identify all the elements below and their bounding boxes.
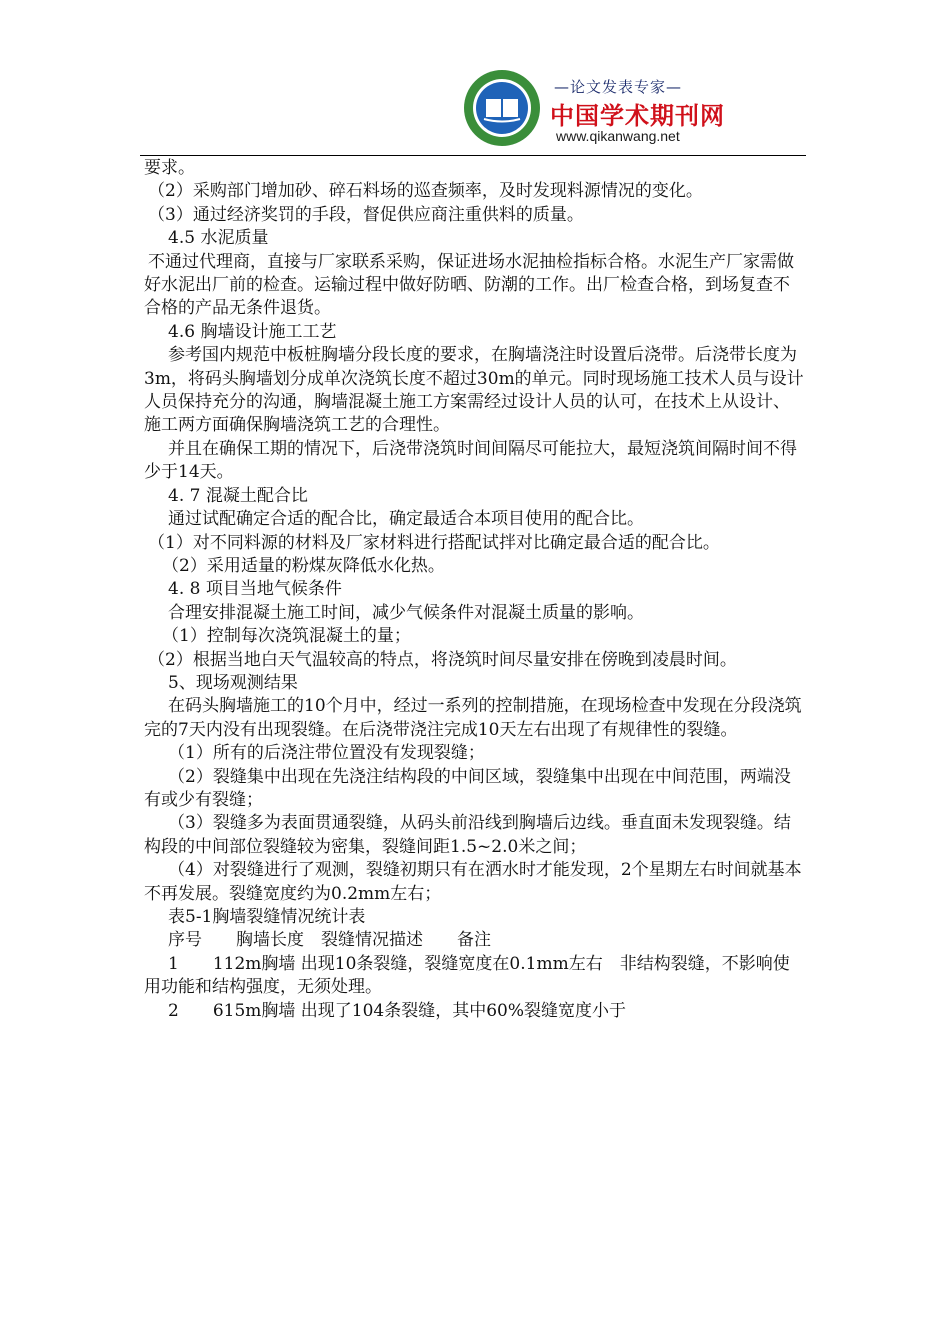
publisher-logo (462, 68, 725, 152)
paragraph: （2）裂缝集中出现在先浇注结构段的中间区域，裂缝集中出现在中间范围，两端没有或少有裂缝； (144, 766, 791, 810)
paragraph: 并且在确保工期的情况下，后浇带浇筑时间间隔尽可能拉大，最短浇筑间隔时间不得少于14天。 (144, 438, 797, 483)
paragraph: （2）根据当地白天气温较高的特点，将浇筑时间尽量安排在傍晚到凌晨时间。 (148, 649, 737, 670)
page-header (0, 0, 950, 158)
paragraph: （2）采购部门增加砂、碎石料场的巡查频率，及时发现料源情况的变化。 (148, 181, 703, 202)
header-rule (140, 155, 806, 156)
paragraph: （1）控制每次浇筑混凝土的量； (162, 626, 411, 647)
paragraph: 合理安排混凝土施工时间，减少气候条件对混凝土质量的影响。 (168, 602, 644, 623)
table-header: 序号 胸墙长度 裂缝情况描述 备注 (168, 930, 491, 951)
section-heading: 4. 7 混凝土配合比 (168, 485, 308, 506)
publisher-brand: 中国学术期刊网 (550, 102, 725, 130)
paragraph: 在码头胸墙施工的10个月中，经过一系列的控制措施，在现场检查中发现在分段浇筑完的7天内没有出现裂缝。在后浇带浇注完成10天左右出现了有规律性的裂缝。 (144, 696, 802, 740)
paragraph: （1）对不同料源的材料及厂家材料进行搭配试拌对比确定最合适的配合比。 (148, 532, 720, 553)
section-heading: 4.6 胸墙设计施工工艺 (168, 321, 337, 342)
document-body (144, 157, 804, 1023)
table-caption: 表5-1胸墙裂缝情况统计表 (168, 907, 366, 927)
paragraph: （1）所有的后浇注带位置没有发现裂缝； (168, 743, 485, 764)
paragraph: （4）对裂缝进行了观测，裂缝初期只有在洒水时才能发现，2个星期左右时间就基本不再发展。裂缝宽度约为0.2mm左右； (144, 860, 802, 904)
publisher-slogan: —论文发表专家— (554, 78, 683, 96)
paragraph: 参考国内规范中板桩胸墙分段长度的要求，在胸墙浇注时设置后浇带。后浇带长度为3m，将码头胸墙划分成单次浇筑长度不超过30m的单元。同时现场施工技术人员与设计人员保持充分的沟通，胸墙混凝土施工方案需经过设计人员的认可，在技术上从设计、施工两方面确保胸墙浇筑工艺的合理性。 (144, 345, 804, 436)
paragraph: 要求。 (144, 158, 195, 178)
section-heading: 4. 8 项目当地气候条件 (168, 579, 342, 600)
table-row: 2 615m胸墙 出现了104条裂缝，其中60%裂缝宽度小于 (168, 1000, 627, 1021)
paragraph: （3）通过经济奖罚的手段，督促供应商注重供料的质量。 (148, 204, 584, 225)
paragraph: 通过试配确定合适的配合比，确定最适合本项目使用的配合比。 (168, 509, 644, 530)
paragraph: （2）采用适量的粉煤灰降低水化热。 (162, 555, 445, 576)
table-row: 1 112m胸墙 出现10条裂缝，裂缝宽度在0.1mm左右 非结构裂缝，不影响使用功能和结构强度，无须处理。 (144, 953, 790, 998)
section-heading: 5、现场观测结果 (168, 672, 298, 693)
publisher-website: www.qikanwang.net (556, 128, 680, 144)
paragraph: （3）裂缝多为表面贯通裂缝，从码头前沿线到胸墙后边线。垂直面未发现裂缝。结构段的中间部位裂缝较为密集，裂缝间距1.5~2.0米之间； (144, 813, 791, 857)
book-seal-icon (462, 68, 542, 148)
paragraph: 不通过代理商，直接与厂家联系采购，保证进场水泥抽检指标合格。水泥生产厂家需做好水泥出厂前的检查。运输过程中做好防晒、防潮的工作。出厂检查合格，到场复查不合格的产品无条件退货。 (144, 251, 794, 319)
section-heading: 4.5 水泥质量 (168, 228, 269, 249)
